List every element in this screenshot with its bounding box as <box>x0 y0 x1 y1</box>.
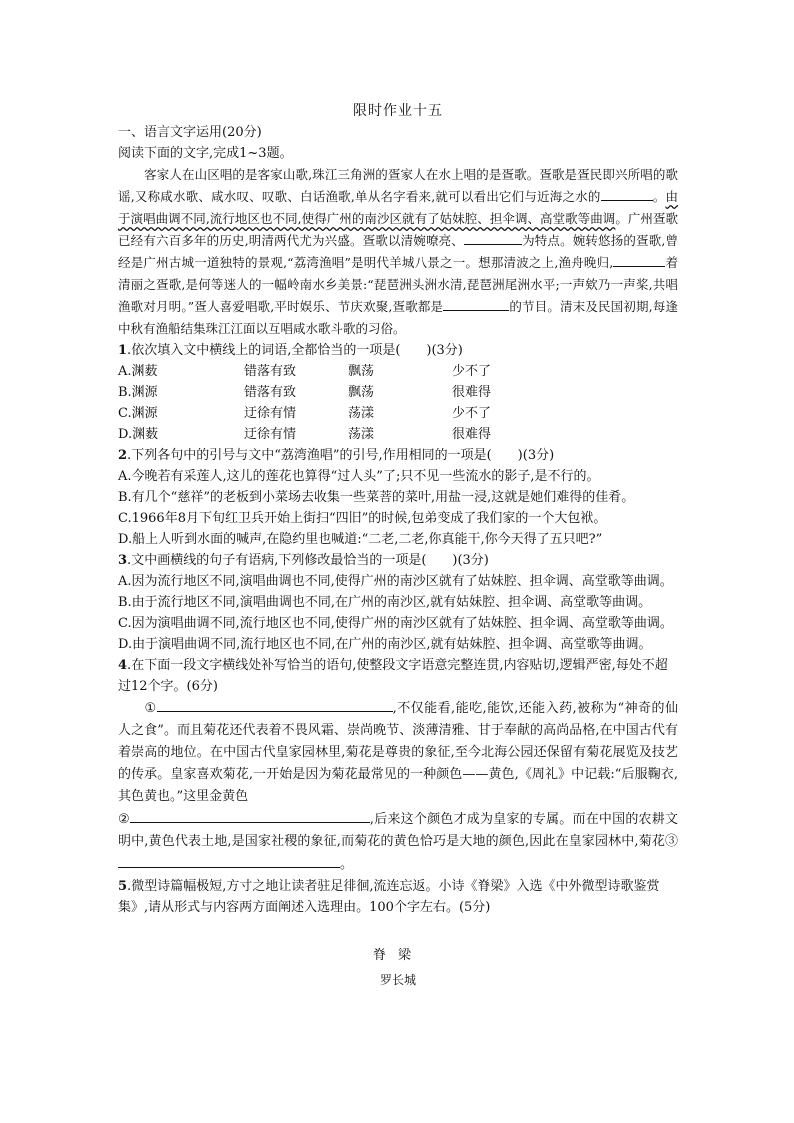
section-heading: 一、语言文字运用(20分) <box>118 125 262 140</box>
question-5: 5.微型诗篇幅极短,方寸之地让读者驻足徘徊,流连忘返。小诗《脊梁》入选《中外微型诗歌鉴赏集》,请从形式与内容两方面阐述入选理由。100个字左右。(5分) <box>118 879 660 915</box>
q1-option-c: C.渊源 迂徐有情 荡漾 少不了 <box>118 406 492 421</box>
blank-3 <box>613 252 665 267</box>
q3-option-d: D.由于演唱曲调不同,流行地区也不同,在广州的南沙区,就有姑妹腔、担伞调、高堂歌等曲调。 <box>118 637 652 652</box>
wavy-underlined-sentence: 由于演唱曲调不同,流行地区也不同,使得广州的南沙区就有了姑妹腔、担伞调、高堂歌等曲调 <box>118 189 678 226</box>
q2-option-c: C.1966年8月下旬红卫兵开始上街扫“四旧”的时候,包弟变成了我们家的一个大包袱。 <box>118 511 607 526</box>
blank-2 <box>464 230 522 245</box>
q3-option-c: C.因为演唱曲调不同,流行地区也不同,使得广州的南沙区就有了姑妹腔、担伞调、高堂歌等曲调。 <box>118 616 673 631</box>
q3-option-b: B.由于流行地区不同,演唱曲调也不同,在广州的南沙区,就有姑妹腔、担伞调、高堂歌等曲调。 <box>118 595 652 610</box>
question-2: 2.下列各句中的引号与文中“荔湾渔唱”的引号,作用相同的一项是( )(3分) <box>118 448 555 463</box>
poem-title: 脊梁 <box>372 948 423 963</box>
reading-instruction: 阅读下面的文字,完成1~3题。 <box>118 146 293 161</box>
poem-author: 罗长城 <box>379 973 416 987</box>
q1-option-d: D.渊薮 迂徐有情 荡漾 很难得 <box>118 427 492 442</box>
q4-paragraph: ① ,不仅能看,能吃,能饮,还能入药,被称为“神奇的仙人之食”。而且菊花还代表着不畏风霜、崇尚晚节、淡薄清雅、甘于奉献的高尚品格,在中国古代有着崇高的地位。在中国古代皇家园林里,菊花是尊贵的象征,至今北海公园还保留有菊花展览及技艺的传承。皇家喜欢菊花,一开始是因为菊花最常见的一种颜色——黄色,《周礼》中记载:“后服鞠衣,其色黄也。”这里金黄色 ② ,后来这个颜色才成为皇家的专属。而在中国的农耕文明中,黄色代表土地,是国家社稷的象征,而菊花的黄色恰巧是大地的颜色,因此在皇家园林中,菊花③。 <box>118 697 678 876</box>
q2-option-d: D.船上人听到水面的喊声,在隐约里也喊道:“二老,二老,你真能干,你今天得了五只吧?” <box>118 532 603 547</box>
q2-option-b: B.有几个“慈祥”的老板到小菜场去收集一些菜菩的菜叶,用盐一浸,这就是她们难得的佳肴。 <box>118 490 635 505</box>
q3-option-a: A.因为流行地区不同,演唱曲调也不同,使得广州的南沙区就有了姑妹腔、担伞调、高堂歌等曲调。 <box>118 574 673 589</box>
worksheet-page <box>118 100 678 988</box>
blank-1 <box>601 186 653 201</box>
question-4: 4.在下面一段文字横线处补写恰当的语句,使整段文字语意完整连贯,内容贴切,逻辑严密,每处不超过12个字。(6分) <box>118 658 668 694</box>
reading-passage: 客家人在山区唱的是客家山歌,珠江三角洲的疍家人在水上唱的是疍歌。疍歌是疍民即兴所唱的歌谣,又称咸水歌、咸水叹、叹歌、白话渔歌,单从名字看来,就可以看出它们与近海之水的 。由于演唱曲调不同,流行地区也不同,使得广州的南沙区就有了姑妹腔、担伞调、高堂歌等曲调。广州疍歌已经有六百多年的历史,明清两代尤为兴盛。疍歌以清婉嘹亮、 为特点。婉转悠扬的疍歌,曾经是广州古城一道独特的景观,“荔湾渔唱”是明代羊城八景之一。想那清波之上,渔舟晚归, 着清丽之疍歌,是何等迷人的一幅岭南水乡美景:“琵琶洲头洲水清,琵琶洲尾洲水平;一声欸乃一声桨,共唱渔歌对月明。”疍人喜爱唱歌,平时娱乐、节庆欢聚,疍歌都是 的节目。清末及民国初期,每逢中秋有渔船结集珠江江面以互唱咸水歌斗歌的习俗。 <box>118 167 678 336</box>
q4-blank-1 <box>157 697 393 712</box>
q2-option-a: A.今晚若有采莲人,这儿的莲花也算得“过人头”了;只不见一些流水的影子,是不行的。 <box>118 469 600 484</box>
page-title: 限时作业十五 <box>353 103 443 119</box>
question-3: 3.文中画横线的句子有语病,下列修改最恰当的一项是( )(3分) <box>118 553 489 568</box>
q4-blank-3 <box>118 853 340 868</box>
question-1: 1.依次填入文中横线上的词语,全都恰当的一项是( )(3分) <box>118 343 463 358</box>
blank-4 <box>443 296 509 311</box>
q1-option-a: A.渊薮 错落有致 飘荡 少不了 <box>118 364 492 379</box>
q4-blank-2 <box>130 808 370 823</box>
q1-option-b: B.渊源 错落有致 飘荡 很难得 <box>118 385 492 400</box>
